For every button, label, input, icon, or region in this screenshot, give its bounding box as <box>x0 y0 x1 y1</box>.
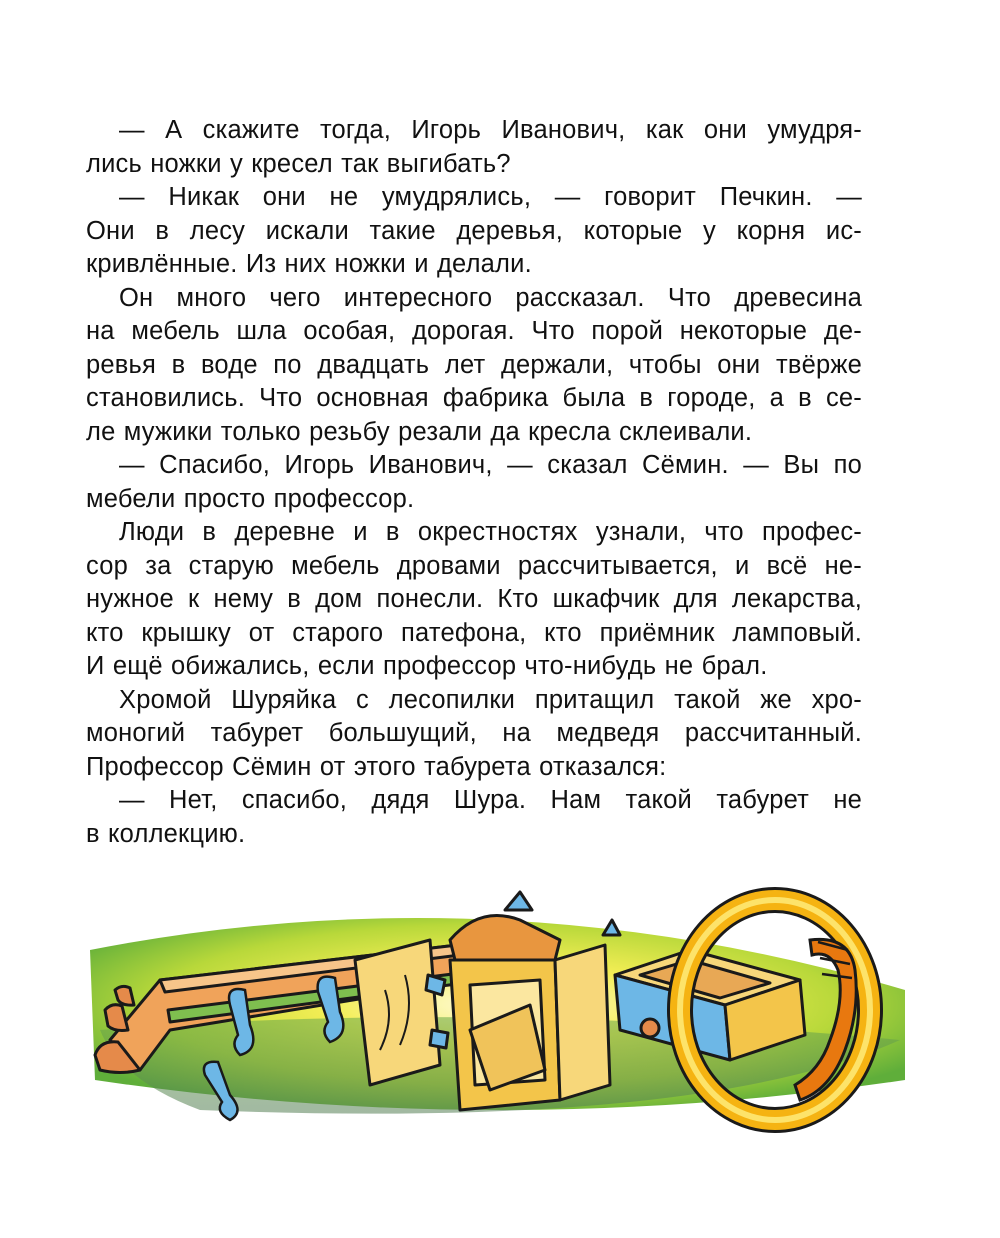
text-line: становились. Что основная фабрика была в городе, а в се- <box>86 384 862 412</box>
text-line: — Никак они не умудрялись, — говорит Печкин. — <box>119 183 862 211</box>
text-line: кривлённые. Из них ножки и делали. <box>86 250 532 278</box>
text-line: Они в лесу искали такие деревья, которые у корня ис- <box>86 216 862 245</box>
text-line: Хромой Шуряйка с лесопилки притащил такой же хро- <box>119 685 862 714</box>
text-line: ревья в воде по двадцать лет держали, чтобы они твёрже <box>86 350 862 379</box>
text-line: — Нет, спасибо, дядя Шура. Нам такой табурет не <box>119 786 862 814</box>
paragraph-5 <box>86 516 862 684</box>
paragraph-7 <box>86 784 862 851</box>
paragraph-3 <box>86 282 862 450</box>
text-line: — Спасибо, Игорь Иванович, — сказал Сёмин. — Вы по <box>119 451 862 479</box>
paragraph-2 <box>86 181 862 282</box>
text-line: на мебель шла особая, дорогая. Что порой некоторые де- <box>86 317 862 345</box>
text-line: Люди в деревне и в окрестностях узнали, что профес- <box>119 518 862 546</box>
text-line: лись ножки у кресел так выгибать? <box>86 149 511 178</box>
story-text <box>86 114 862 851</box>
text-line: нужное к нему в дом понесли. Кто шкафчик для лекарства, <box>86 585 862 613</box>
text-line: ле мужики только резьбу резали да кресла склеивали. <box>86 417 753 446</box>
paragraph-1 <box>86 114 862 181</box>
text-line: Он много чего интересного рассказал. Что древесина <box>119 283 862 312</box>
text-line: в коллекцию. <box>86 819 246 848</box>
text-line: — А скажите тогда, Игорь Иванович, как они умудря- <box>119 116 862 144</box>
text-line: И ещё обижались, если профессор что-нибудь не брал. <box>86 652 768 680</box>
text-line: кто крышку от старого патефона, кто приёмник ламповый. <box>86 618 862 647</box>
text-line: Профессор Сёмин от этого табурета отказался: <box>86 752 667 781</box>
furniture-illustration <box>0 880 1000 1160</box>
text-line: моногий табурет большущий, на медведя рассчитанный. <box>86 719 862 747</box>
text-line: мебели просто профессор. <box>86 484 415 513</box>
paragraph-6 <box>86 684 862 785</box>
paragraph-4 <box>86 449 862 516</box>
text-line: сор за старую мебель дровами рассчитывается, и всё не- <box>86 551 862 580</box>
